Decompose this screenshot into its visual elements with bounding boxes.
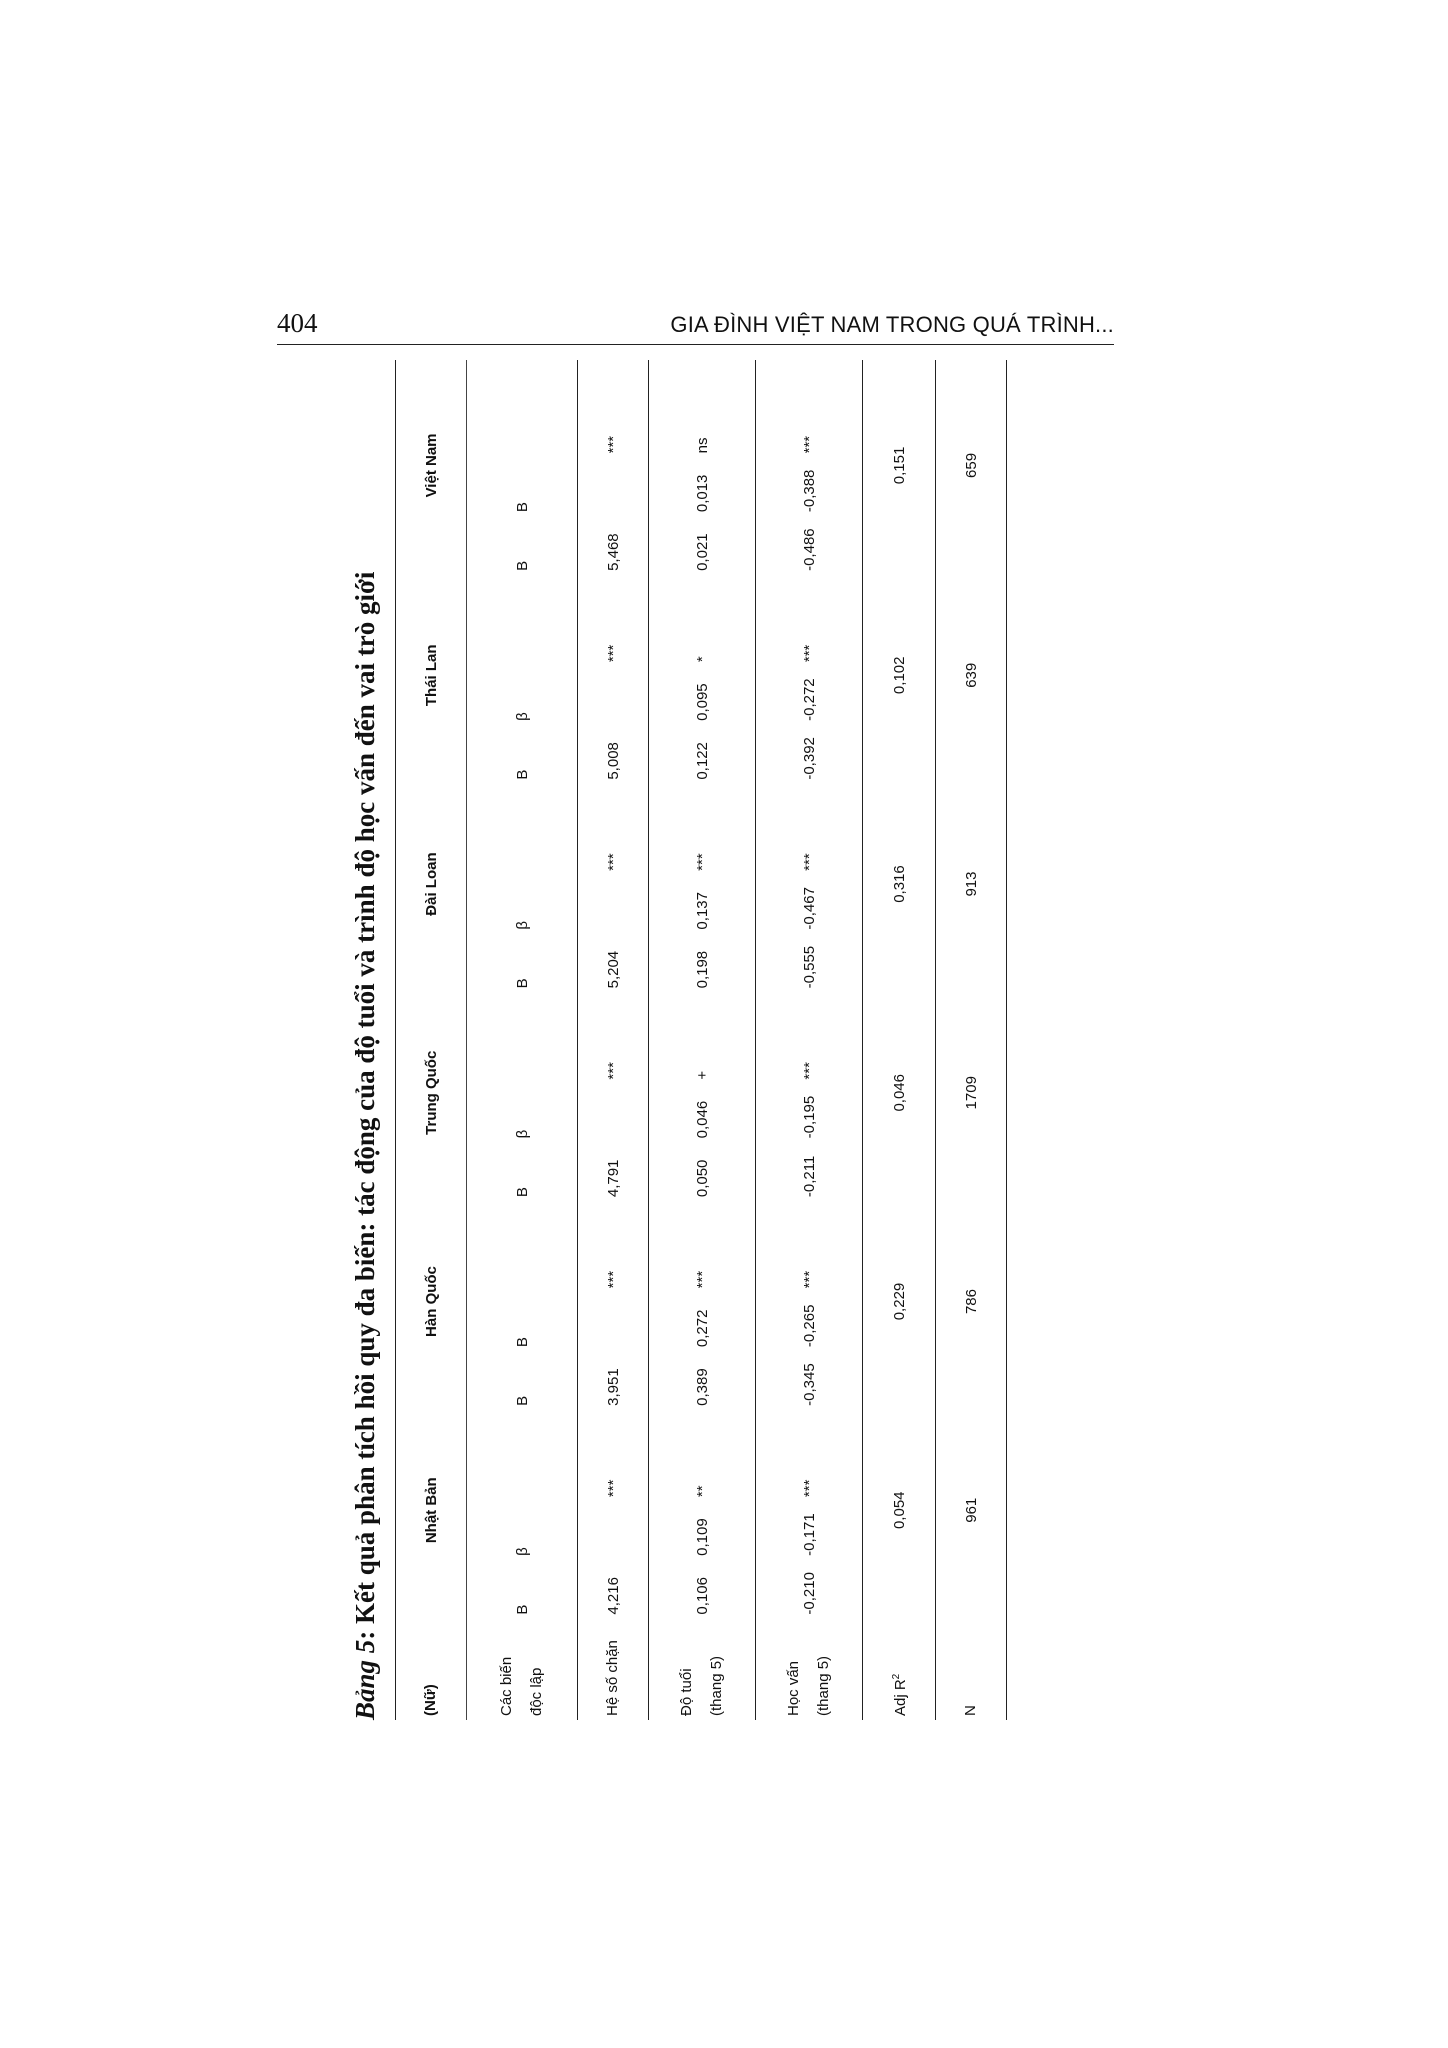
country-header: Nhật Bản: [396, 1406, 467, 1615]
adj-r2-row: [863, 360, 936, 1720]
n-value: 659: [936, 360, 1007, 571]
country-header: Việt Nam: [396, 360, 467, 571]
n-value: 1709: [936, 988, 1007, 1197]
cell-b: 3,951: [578, 1347, 649, 1406]
row-label-line: (thang 5): [708, 1655, 725, 1716]
country-header: Đài Loan: [396, 780, 467, 989]
cell-significance: ***: [756, 988, 863, 1079]
coef-header: B: [467, 930, 578, 989]
coef-header: B: [467, 721, 578, 780]
n-value: 639: [936, 571, 1007, 780]
cell-beta: -0,195: [756, 1080, 863, 1139]
cell-significance: ***: [649, 780, 756, 871]
cell-b: 0,198: [649, 930, 756, 989]
table-row: [649, 360, 756, 1720]
cell-b: 0,389: [649, 1347, 756, 1406]
cell-b: 5,468: [578, 512, 649, 571]
row-label: Hệ số chặn: [578, 1615, 649, 1720]
cell-beta: -0,171: [756, 1497, 863, 1556]
n-value: 961: [936, 1406, 1007, 1615]
cell-beta: [578, 453, 649, 512]
cell-significance: ***: [578, 571, 649, 662]
cell-significance: ***: [578, 1197, 649, 1288]
adj-r2-value: 0,102: [863, 571, 936, 780]
cell-significance: ***: [578, 1406, 649, 1497]
adj-r2-value: 0,054: [863, 1406, 936, 1615]
cell-b: 4,216: [578, 1556, 649, 1615]
table-caption-text: : Kết quả phân tích hồi quy đa biến: tác động của độ tuổi và trình độ học vấn đến vai trò giới: [350, 571, 380, 1640]
country-header: Thái Lan: [396, 571, 467, 780]
coef-header: B: [467, 512, 578, 571]
variables-header-line: độc lập: [528, 1667, 545, 1716]
coefficient-header-row: [467, 360, 578, 1720]
coef-header: β: [467, 1497, 578, 1556]
adj-r2-value: 0,316: [863, 780, 936, 989]
variables-header-line: Các biến: [498, 1656, 515, 1716]
n-row: [936, 360, 1007, 1720]
cell-beta: [578, 1288, 649, 1347]
cell-beta: 0,095: [649, 662, 756, 721]
cell-significance: ns: [649, 360, 756, 453]
rotated-table-block: [340, 360, 1040, 1720]
variables-header: [467, 1615, 578, 1720]
cell-beta: 0,013: [649, 453, 756, 512]
table-caption-label: Bảng 5: [350, 1639, 380, 1720]
row-label-line: (thang 5): [815, 1655, 832, 1716]
coef-header: B: [467, 1288, 578, 1347]
coef-header: B: [467, 1347, 578, 1406]
row-label: [649, 1615, 756, 1720]
cell-significance: ***: [649, 1197, 756, 1288]
row-label: N: [936, 1615, 1007, 1720]
coef-header: β: [467, 1080, 578, 1139]
cell-b: -0,211: [756, 1138, 863, 1197]
cell-beta: 0,046: [649, 1080, 756, 1139]
cell-beta: 0,272: [649, 1288, 756, 1347]
cell-b: 0,122: [649, 721, 756, 780]
cell-b: 0,021: [649, 512, 756, 571]
cell-b: -0,555: [756, 930, 863, 989]
cell-beta: -0,467: [756, 871, 863, 930]
cell-beta: 0,137: [649, 871, 756, 930]
cell-b: 4,791: [578, 1138, 649, 1197]
row-label-line: Học vấn: [785, 1660, 802, 1716]
n-value: 913: [936, 780, 1007, 989]
cell-beta: 0,109: [649, 1497, 756, 1556]
cell-b: -0,210: [756, 1556, 863, 1615]
cell-significance: *: [649, 571, 756, 662]
cell-significance: **: [649, 1406, 756, 1497]
cell-significance: ***: [756, 1197, 863, 1288]
table-row: [756, 360, 863, 1720]
country-header-row: [396, 360, 467, 1720]
adj-r2-label: Adj R: [892, 1679, 909, 1716]
cell-b: 5,204: [578, 930, 649, 989]
coef-header: β: [467, 871, 578, 930]
n-value: 786: [936, 1197, 1007, 1406]
country-header: Trung Quốc: [396, 988, 467, 1197]
cell-b: -0,345: [756, 1347, 863, 1406]
adj-r2-value: 0,046: [863, 988, 936, 1197]
cell-significance: ***: [756, 780, 863, 871]
regression-table: [395, 360, 1007, 1720]
cell-beta: [578, 662, 649, 721]
cell-b: 5,008: [578, 721, 649, 780]
corner-label: (Nữ): [396, 1615, 467, 1720]
country-header: Hàn Quốc: [396, 1197, 467, 1406]
cell-beta: [578, 871, 649, 930]
header-rule: [277, 344, 1114, 345]
cell-b: 0,106: [649, 1556, 756, 1615]
cell-beta: [578, 1497, 649, 1556]
cell-beta: -0,388: [756, 453, 863, 512]
adj-r2-superscript: 2: [891, 1673, 902, 1680]
cell-b: -0,486: [756, 512, 863, 571]
cell-significance: ***: [578, 360, 649, 453]
coef-header: B: [467, 1138, 578, 1197]
table-row: [578, 360, 649, 1720]
cell-b: 0,050: [649, 1138, 756, 1197]
cell-significance: ***: [756, 360, 863, 453]
adj-r2-value: 0,229: [863, 1197, 936, 1406]
adj-r2-value: 0,151: [863, 360, 936, 571]
running-header: GIA ĐÌNH VIỆT NAM TRONG QUÁ TRÌNH...: [670, 312, 1114, 337]
table-caption: [340, 360, 390, 1720]
cell-significance: ***: [756, 1406, 863, 1497]
cell-b: -0,392: [756, 721, 863, 780]
cell-beta: -0,265: [756, 1288, 863, 1347]
coef-header: β: [467, 662, 578, 721]
coef-header: B: [467, 1556, 578, 1615]
cell-significance: ***: [578, 988, 649, 1079]
row-label: [756, 1615, 863, 1720]
page-number: 404: [277, 308, 318, 338]
row-label-line: Độ tuổi: [678, 1668, 695, 1716]
cell-significance: +: [649, 988, 756, 1079]
row-label: [863, 1615, 936, 1720]
cell-significance: ***: [756, 571, 863, 662]
cell-significance: ***: [578, 780, 649, 871]
cell-beta: -0,272: [756, 662, 863, 721]
coef-header: B: [467, 453, 578, 512]
cell-beta: [578, 1080, 649, 1139]
